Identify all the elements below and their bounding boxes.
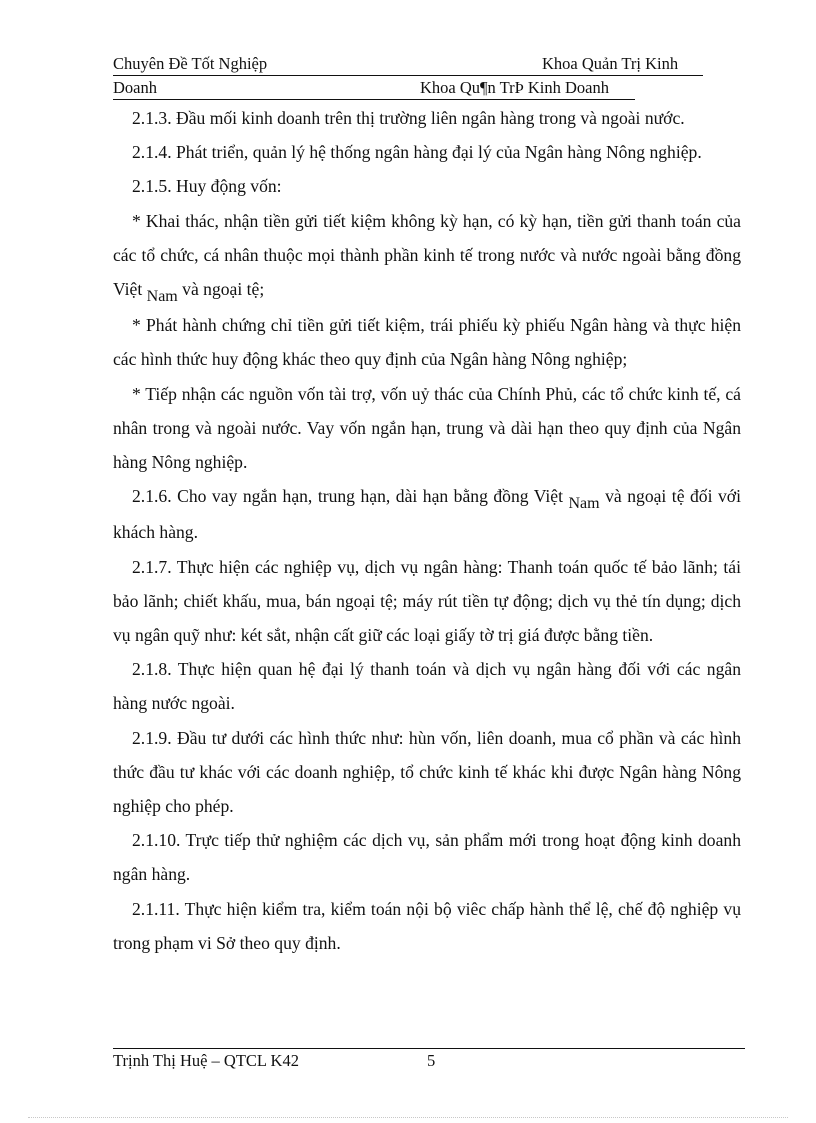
page-bottom-divider — [28, 1117, 788, 1118]
paragraph-2-1-5: 2.1.5. Huy động vốn: — [132, 176, 282, 197]
paragraph-text: * Khai thác, nhận tiền gửi tiết kiệm không kỳ hạn, có kỳ hạn, tiền gửi thanh toán của các tổ chức, cá nhân thuộc mọi thành phần kinh tế trong nước và nước ngoài bằng đồng Việt — [113, 210, 741, 300]
paragraph-2-1-9: 2.1.9. Đầu tư dưới các hình thức như: hùn vốn, liên doanh, mua cổ phần và các hình thức đầu tư khác với các doanh nghiệp, tổ chức kinh tế khác khi được Ngân hàng Nông nghiệp cho phép. — [113, 727, 741, 817]
paragraph-deposit-mobilization — [113, 204, 741, 309]
lowered-word: Nam — [146, 288, 178, 306]
page-footer — [113, 1048, 745, 1070]
paragraph-2-1-11: 2.1.11. Thực hiện kiểm tra, kiểm toán nội bộ viêc chấp hành thể lệ, chế độ nghiệp vụ trong phạm vi Sở theo quy định. — [113, 898, 741, 953]
header-right-title: Khoa Quản Trị Kinh — [542, 54, 679, 73]
paragraph-text: 2.1.6. Cho vay ngắn hạn, trung hạn, dài hạn bằng đồng Việt — [132, 486, 569, 507]
footer-author: Trịnh Thị Huệ – QTCL K42 — [113, 1051, 299, 1070]
paragraph-certificate-issuance: * Phát hành chứng chỉ tiền gửi tiết kiệm, trái phiếu kỳ phiếu Ngân hàng và thực hiện các hình thức huy động khác theo quy định của Ngân hàng Nông nghiệp; — [113, 315, 741, 370]
header-row-2 — [113, 76, 635, 100]
header-left-title: Chuyên Đề Tốt Nghiệp — [113, 54, 268, 73]
paragraph-2-1-4: 2.1.4. Phát triển, quản lý hệ thống ngân hàng đại lý của Ngân hàng Nông nghiệp. — [132, 142, 702, 163]
header-row-1 — [113, 52, 703, 76]
paragraph-2-1-10: 2.1.10. Trực tiếp thử nghiệm các dịch vụ, sản phẩm mới trong hoạt động kinh doanh ngân hàng. — [113, 830, 741, 885]
paragraph-text: và ngoại tệ đối với khách hàng. — [113, 486, 741, 543]
paragraph-text: và ngoại tệ; — [177, 279, 265, 300]
page-number: 5 — [427, 1051, 436, 1070]
paragraph-2-1-6 — [113, 479, 741, 549]
paragraph-2-1-3: 2.1.3. Đầu mối kinh doanh trên thị trường liên ngân hàng trong và ngoài nước. — [132, 108, 685, 128]
paragraph-2-1-8: 2.1.8. Thực hiện quan hệ đại lý thanh toán và dịch vụ ngân hàng đối với các ngân hàng nước ngoài. — [113, 659, 741, 714]
lowered-word: Nam — [568, 495, 600, 513]
paragraph-2-1-7: 2.1.7. Thực hiện các nghiệp vụ, dịch vụ ngân hàng: Thanh toán quốc tế bảo lãnh; tái bảo lãnh; chiết khấu, mua, bán ngoại tệ; máy rút tiền tự động; dịch vụ thẻ tín dụng; dịch vụ ngân quỹ như: két sắt, nhận cất giữ các loại giấy tờ trị giá được bằng tiền. — [113, 556, 741, 646]
document-body — [113, 101, 741, 960]
header-left-continuation: Doanh — [113, 78, 157, 97]
page-header — [113, 52, 703, 100]
paragraph-funding-sources: * Tiếp nhận các nguồn vốn tài trợ, vốn uỷ thác của Chính Phủ, các tổ chức kinh tế, cá nhân trong và ngoài nước. Vay vốn ngắn hạn, trung và dài hạn theo quy định của Ngân hàng Nông nghiệp. — [113, 383, 741, 473]
header-right-garbled: Khoa Qu¶n TrÞ Kinh Doanh — [420, 78, 609, 97]
